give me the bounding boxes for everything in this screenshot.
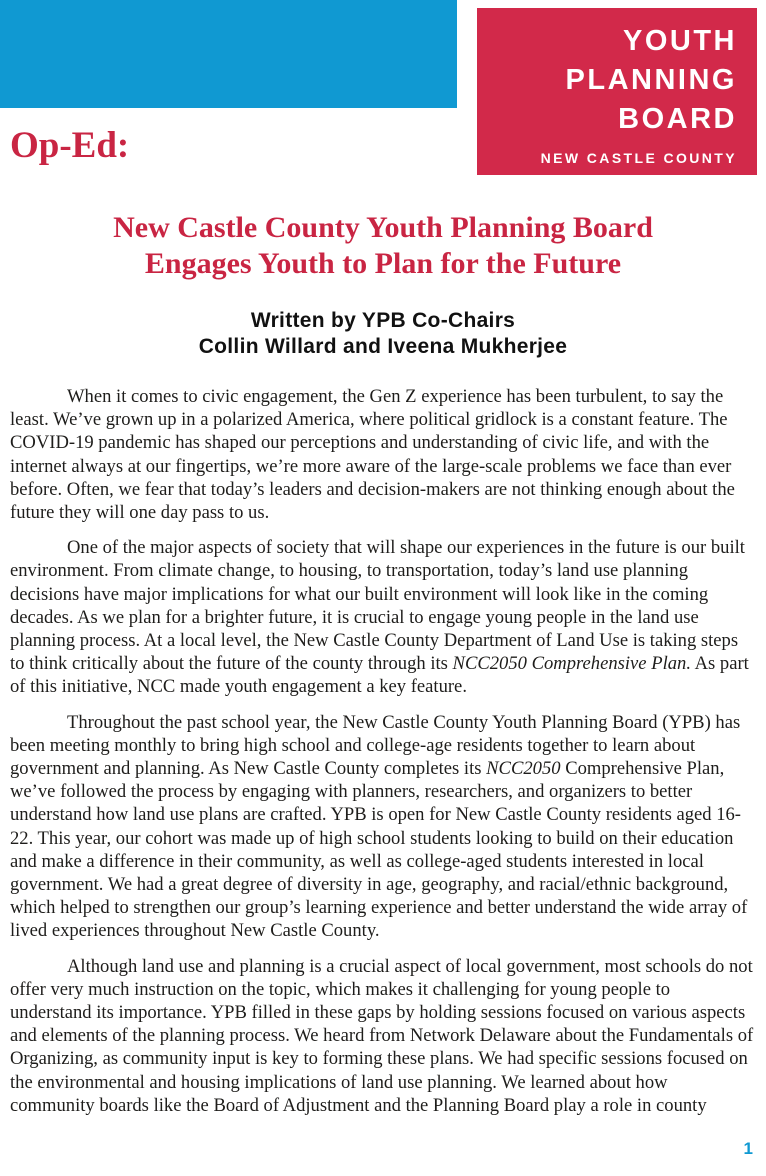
page-number: 1	[743, 1139, 753, 1158]
article-title	[0, 210, 766, 282]
text-run: Throughout the past school year, the New Castle County Youth Planning Board (YPB) has been meeting monthly to bring high school and college-age residents together to learn about government and planning. As New Castle County completes its	[10, 711, 741, 780]
text-run: Comprehensive Plan, we’ve followed the process by engaging with planners, researchers, and organizers to better understand how land use plans are crafted. YPB is open for New Castle County residents aged 16-22. This year, our cohort was made up of high school students looking to build on their education and make a difference in their community, as well as college-aged students interested in local government. We had a great degree of diversity in age, geography, and racial/ethnic background, which helped to strengthen our group’s learning experience and better understand the wide array of lived experiences throughout New Castle County.	[10, 758, 748, 942]
ypb-logo	[477, 8, 757, 175]
text-line: New Castle County Youth Planning Board	[113, 211, 653, 244]
italic-text: NCC2050	[486, 758, 561, 780]
text-line: Engages Youth to Plan for the Future	[144, 247, 622, 280]
text-run: Although land use and planning is a crucial aspect of local government, most schools do not offer very much instruction on the topic, which makes it challenging for young people to understand its importance. YPB filled in these gaps by holding sessions focused on various aspects and elements of the planning process. We heard from Network Delaware about the Fundamentals of Organizing, as community input is key to forming these plans. We had specific sessions focused on the environmental and housing implications of land use planning. We learned about how community boards like the Board of Adjustment and the Planning Board play a role in county	[10, 955, 754, 1116]
text-line: BOARD	[618, 103, 737, 135]
oped-kicker: Op-Ed:	[10, 125, 130, 166]
text-line: PLANNING	[565, 64, 737, 96]
text-run: One of the major aspects of society that will shape our experiences in the future is our built environment. From climate change, to housing, to transportation, today’s land use planning decisions have major implications for what our built environment will look like in the coming decades. As we plan for a brighter future, it is crucial to engage young people in the land use planning process. At a local level, the New Castle County Department of Land Use is taking steps to think critically about the future of the county through its	[10, 537, 745, 675]
text-line: Collin Willard and Iveena Mukherjee	[198, 335, 568, 358]
article-byline	[0, 308, 766, 360]
header-blue-band	[0, 0, 457, 108]
text-run: When it comes to civic engagement, the Gen Z experience has been turbulent, to say the least. We’ve grown up in a polarized America, where political gridlock is a constant feature. The COVID-19 pandemic has shaped our perceptions and understanding of civic life, and with the internet always at our fingertips, we’re more aware of the large-scale problems we face than ever before. Often, we fear that today’s leaders and decision-makers are not thinking enough about the future they will one day pass to us.	[10, 386, 735, 524]
paragraph	[10, 536, 756, 698]
logo-title	[487, 22, 737, 139]
logo-subtitle: NEW CASTLE COUNTY	[540, 150, 737, 166]
text-run: As part of this initiative, NCC made youth engagement a key feature.	[10, 653, 749, 698]
text-line: Written by YPB Co-Chairs	[250, 309, 516, 332]
paragraph	[10, 711, 756, 943]
text-line: YOUTH	[623, 25, 737, 57]
article-body	[10, 385, 756, 1117]
italic-text: NCC2050 Comprehensive Plan.	[452, 653, 691, 675]
paragraph	[10, 955, 756, 1117]
paragraph	[10, 385, 756, 524]
